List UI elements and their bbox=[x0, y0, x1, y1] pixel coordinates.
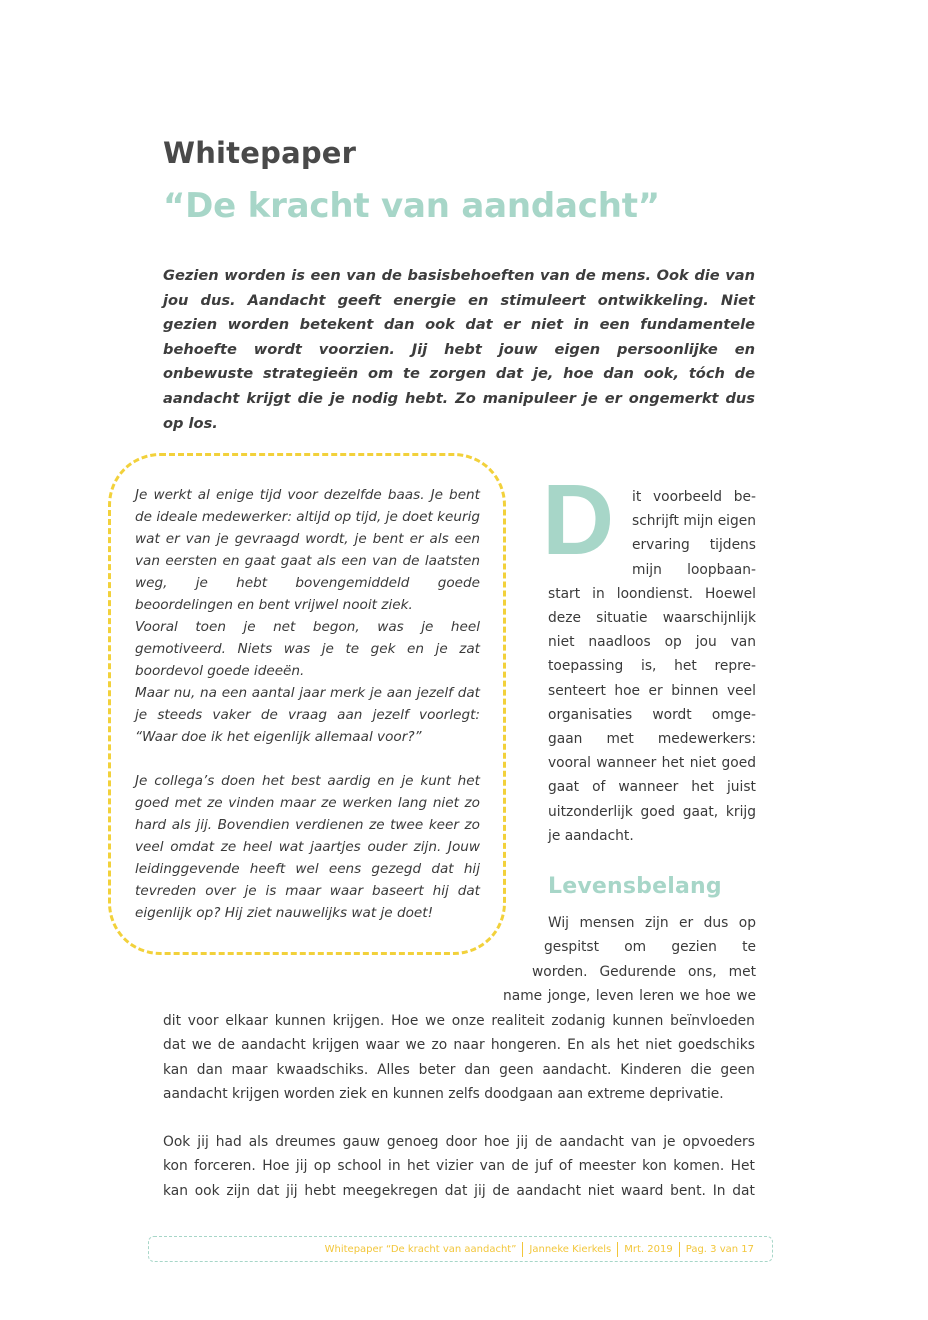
text-line: kan dan maar kwaadschiks. Alles beter dan geen aandacht. Kinderen die geen bbox=[163, 1061, 755, 1078]
text-line: Ook jij had als dreumes gauw genoeg door hoe jij de aandacht van je opvoeders bbox=[163, 1134, 755, 1150]
footer-document: Whitepaper “De kracht van aandacht” bbox=[324, 1243, 517, 1255]
text-line: aandacht krijgen worden ziek en kunnen zelfs doodgaan aan extreme deprivatie. bbox=[163, 1085, 724, 1102]
text-line: kon forceren. Hoe jij op school in het vizier van de juf of meester kon komen. Het bbox=[163, 1158, 755, 1175]
text-line: niet naadloos op jou van bbox=[548, 634, 756, 650]
text-line: dit voor elkaar kunnen krijgen. Hoe we onze realiteit zodanig kunnen beïnvloeden bbox=[163, 1013, 755, 1029]
text-line: senteert hoe er binnen veel bbox=[548, 683, 756, 699]
callout-text bbox=[135, 484, 480, 924]
callout-paragraph: Je werkt al enige tijd voor dezelfde baas. Je bent de ideale medewerker: altijd op tijd, je doet keurig wat er van je gevraagd wordt, je bent er als een van eersten en gaat gaat als een van de laatsten weg, je hebt bovengemiddeld goede beoordelingen en bent vrijwel nooit ziek. bbox=[135, 487, 480, 613]
footer-author: Janneke Kierkels bbox=[529, 1243, 612, 1255]
intro-paragraph: Gezien worden is een van de basisbehoeften van de mens. Ook die van jou dus. Aandacht geeft energie en stimuleert ontwikkeling. Niet gezien worden betekent dan ook dat er niet in een fundamentele behoefte wordt voorzien. Jij hebt jouw eigen persoonlijke en onbewuste strategieën om te zorgen dat je, hoe dan ook, tóch de aandacht krijgt die je nodig hebt. Zo manipuleer je er ongemerkt dus op los. bbox=[163, 267, 755, 432]
text-line: name jonge, leven leren we hoe we bbox=[503, 988, 756, 1004]
text-line: vooral wanneer het niet goed bbox=[548, 755, 756, 771]
text-line: Wij mensen zijn er dus op bbox=[548, 915, 756, 931]
drop-cap: D bbox=[542, 464, 615, 576]
text-line: start in loondienst. Hoewel bbox=[548, 586, 756, 602]
text-line: deze situatie waarschijnlijk bbox=[548, 610, 756, 626]
text-line: gaan met medewerkers: bbox=[548, 731, 756, 747]
document-title: “De kracht van aandacht” bbox=[163, 186, 660, 226]
text-line: gespitst om gezien te bbox=[544, 939, 756, 955]
text-line: je aandacht. bbox=[548, 828, 634, 844]
section-heading: Levensbelang bbox=[548, 874, 722, 899]
callout-paragraph: Je collega’s doen het best aardig en je kunt het goed met ze vinden maar ze werken lang niet zo hard als jij. Bovendien verdienen ze twee keer zo veel omdat ze heel wat jaartjes ouder zijn. Jouw leidinggevende heeft wel eens gezegd dat hij tevreden over je is maar waar baseert hij dat eigenlijk op? Hij ziet nauwelijks wat je doet! bbox=[135, 773, 480, 921]
text-line: kan ook zijn dat jij hebt meegekregen dat jij de aandacht niet waard bent. In dat bbox=[163, 1182, 755, 1199]
footer-divider bbox=[679, 1242, 680, 1257]
document-label: Whitepaper bbox=[163, 136, 357, 170]
text-line: toepassing is, het repre- bbox=[548, 658, 756, 674]
text-line: organisaties wordt omge- bbox=[548, 707, 756, 723]
text-line: mijn loopbaan- bbox=[632, 562, 756, 578]
footer-divider bbox=[617, 1242, 618, 1257]
text-line: schrijft mijn eigen bbox=[632, 513, 756, 529]
footer-page-number: Pag. 3 van 17 bbox=[685, 1243, 754, 1255]
text-line: gaat of wanneer het juist bbox=[548, 779, 756, 795]
callout-paragraph: Vooral toen je net begon, was je heel gemotiveerd. Niets was je te gek en je zat boordevol goede ideeën. bbox=[135, 619, 480, 679]
page-footer bbox=[148, 1236, 773, 1262]
footer-date: Mrt. 2019 bbox=[624, 1243, 673, 1255]
text-line: dat we de aandacht krijgen waar we zo naar hongeren. En als het niet goedschiks bbox=[163, 1037, 755, 1054]
text-line: worden. Gedurende ons, met bbox=[532, 964, 756, 980]
callout-paragraph: Maar nu, na een aantal jaar merk je aan jezelf dat je steeds vaker de vraag aan jezelf voorlegt: “Waar doe ik het eigenlijk allemaal voor?” bbox=[135, 685, 480, 745]
footer-divider bbox=[522, 1242, 523, 1257]
text-line: uitzonderlijk goed gaat, krijg bbox=[548, 804, 756, 820]
text-line: it voorbeeld be- bbox=[632, 489, 756, 505]
text-line: ervaring tijdens bbox=[632, 537, 756, 553]
